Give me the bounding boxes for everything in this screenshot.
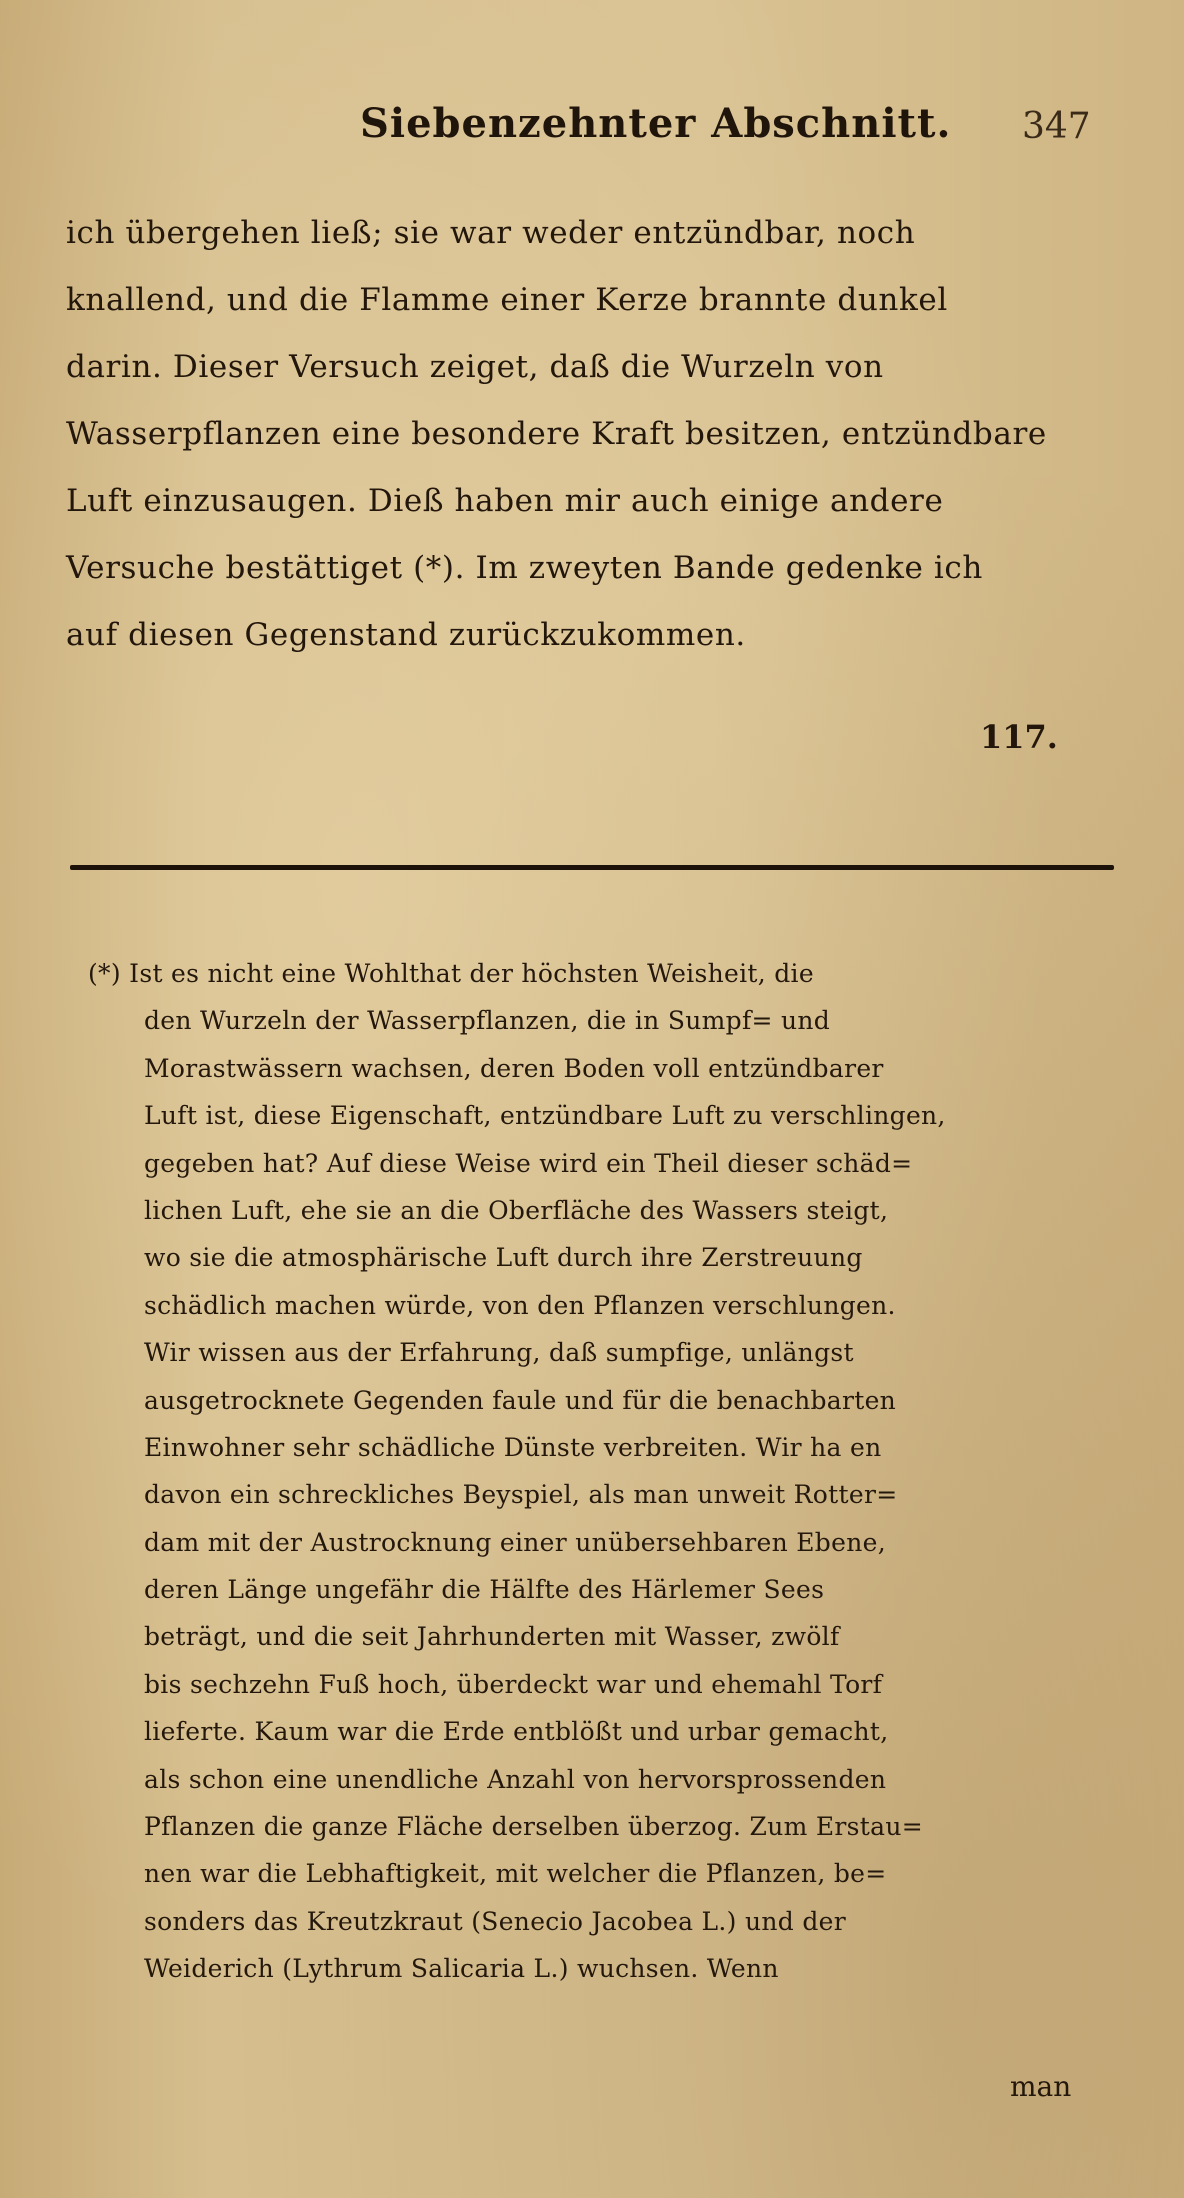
footnote-line: dam mit der Austrocknung einer unübersehbaren Ebene, — [144, 1527, 886, 1557]
footnote-line: wo sie die atmosphärische Luft durch ihre Zerstreuung — [144, 1243, 863, 1273]
footnote-line: lieferte. Kaum war die Erde entblößt und urbar gemacht, — [144, 1717, 889, 1747]
footnote-line: Morastwässern wachsen, deren Boden voll entzündbarer — [144, 1053, 884, 1083]
main-text — [66, 200, 1126, 669]
page-number: 347 — [1022, 106, 1091, 147]
footnote-line: deren Länge ungefähr die Hälfte des Härlemer Sees — [144, 1575, 825, 1605]
footnote-line: Einwohner sehr schädliche Dünste verbreiten. Wir ha en — [144, 1432, 882, 1462]
footnote-line: Weiderich (Lythrum Salicaria L.) wuchsen. Wenn — [144, 1954, 779, 1984]
catchword: 117. — [980, 718, 1058, 756]
running-head: Siebenzehnter Abschnitt. — [360, 100, 952, 147]
text-line: darin. Dieser Versuch zeiget, daß die Wurzeln von — [66, 349, 884, 385]
footnote-line: als schon eine unendliche Anzahl von hervorsprossenden — [144, 1764, 887, 1794]
text-line: Wasserpflanzen eine besondere Kraft besitzen, entzündbare — [66, 416, 1047, 452]
page-header — [0, 100, 1184, 160]
footnote-line: nen war die Lebhaftigkeit, mit welcher die Pflanzen, be= — [144, 1859, 887, 1889]
footnote-line: sonders das Kreutzkraut (Senecio Jacobea L.) und der — [144, 1906, 846, 1936]
footnote-catchword: man — [1010, 2070, 1072, 2103]
footnote-line: davon ein schreckliches Beyspiel, als man unweit Rotter= — [144, 1480, 898, 1510]
footnote-line: Luft ist, diese Eigenschaft, entzündbare Luft zu verschlingen, — [144, 1101, 946, 1131]
footnote-line: Pflanzen die ganze Fläche derselben überzog. Zum Erstau= — [144, 1812, 923, 1842]
footnote-line: schädlich machen würde, von den Pflanzen verschlungen. — [144, 1290, 896, 1320]
footnote-line: (*) Ist es nicht eine Wohlthat der höchsten Weisheit, die — [88, 959, 814, 988]
footnote-line: den Wurzeln der Wasserpflanzen, die in Sumpf= und — [144, 1006, 831, 1036]
footnote-line: Wir wissen aus der Erfahrung, daß sumpfige, unlängst — [144, 1338, 854, 1368]
footnote-line: bis sechzehn Fuß hoch, überdeckt war und ehemahl Torf — [144, 1669, 883, 1699]
footnote-line: lichen Luft, ehe sie an die Oberfläche des Wassers steigt, — [144, 1195, 889, 1225]
text-line: ich übergehen ließ; sie war weder entzündbar, noch — [66, 215, 916, 251]
text-line: Versuche bestättiget (*). Im zweyten Bande gedenke ich — [66, 550, 983, 586]
text-line: Luft einzusaugen. Dieß haben mir auch einige andere — [66, 483, 944, 519]
text-line: knallend, und die Flamme einer Kerze brannte dunkel — [66, 282, 948, 318]
text-line: auf diesen Gegenstand zurückzukommen. — [66, 617, 746, 653]
footnote-line: gegeben hat? Auf diese Weise wird ein Theil dieser schäd= — [144, 1148, 913, 1178]
footnote — [88, 950, 1128, 1993]
footnote-divider-rule — [70, 865, 1114, 870]
footnote-line: ausgetrocknete Gegenden faule und für die benachbarten — [144, 1385, 897, 1415]
footnote-line: beträgt, und die seit Jahrhunderten mit Wasser, zwölf — [144, 1622, 840, 1652]
